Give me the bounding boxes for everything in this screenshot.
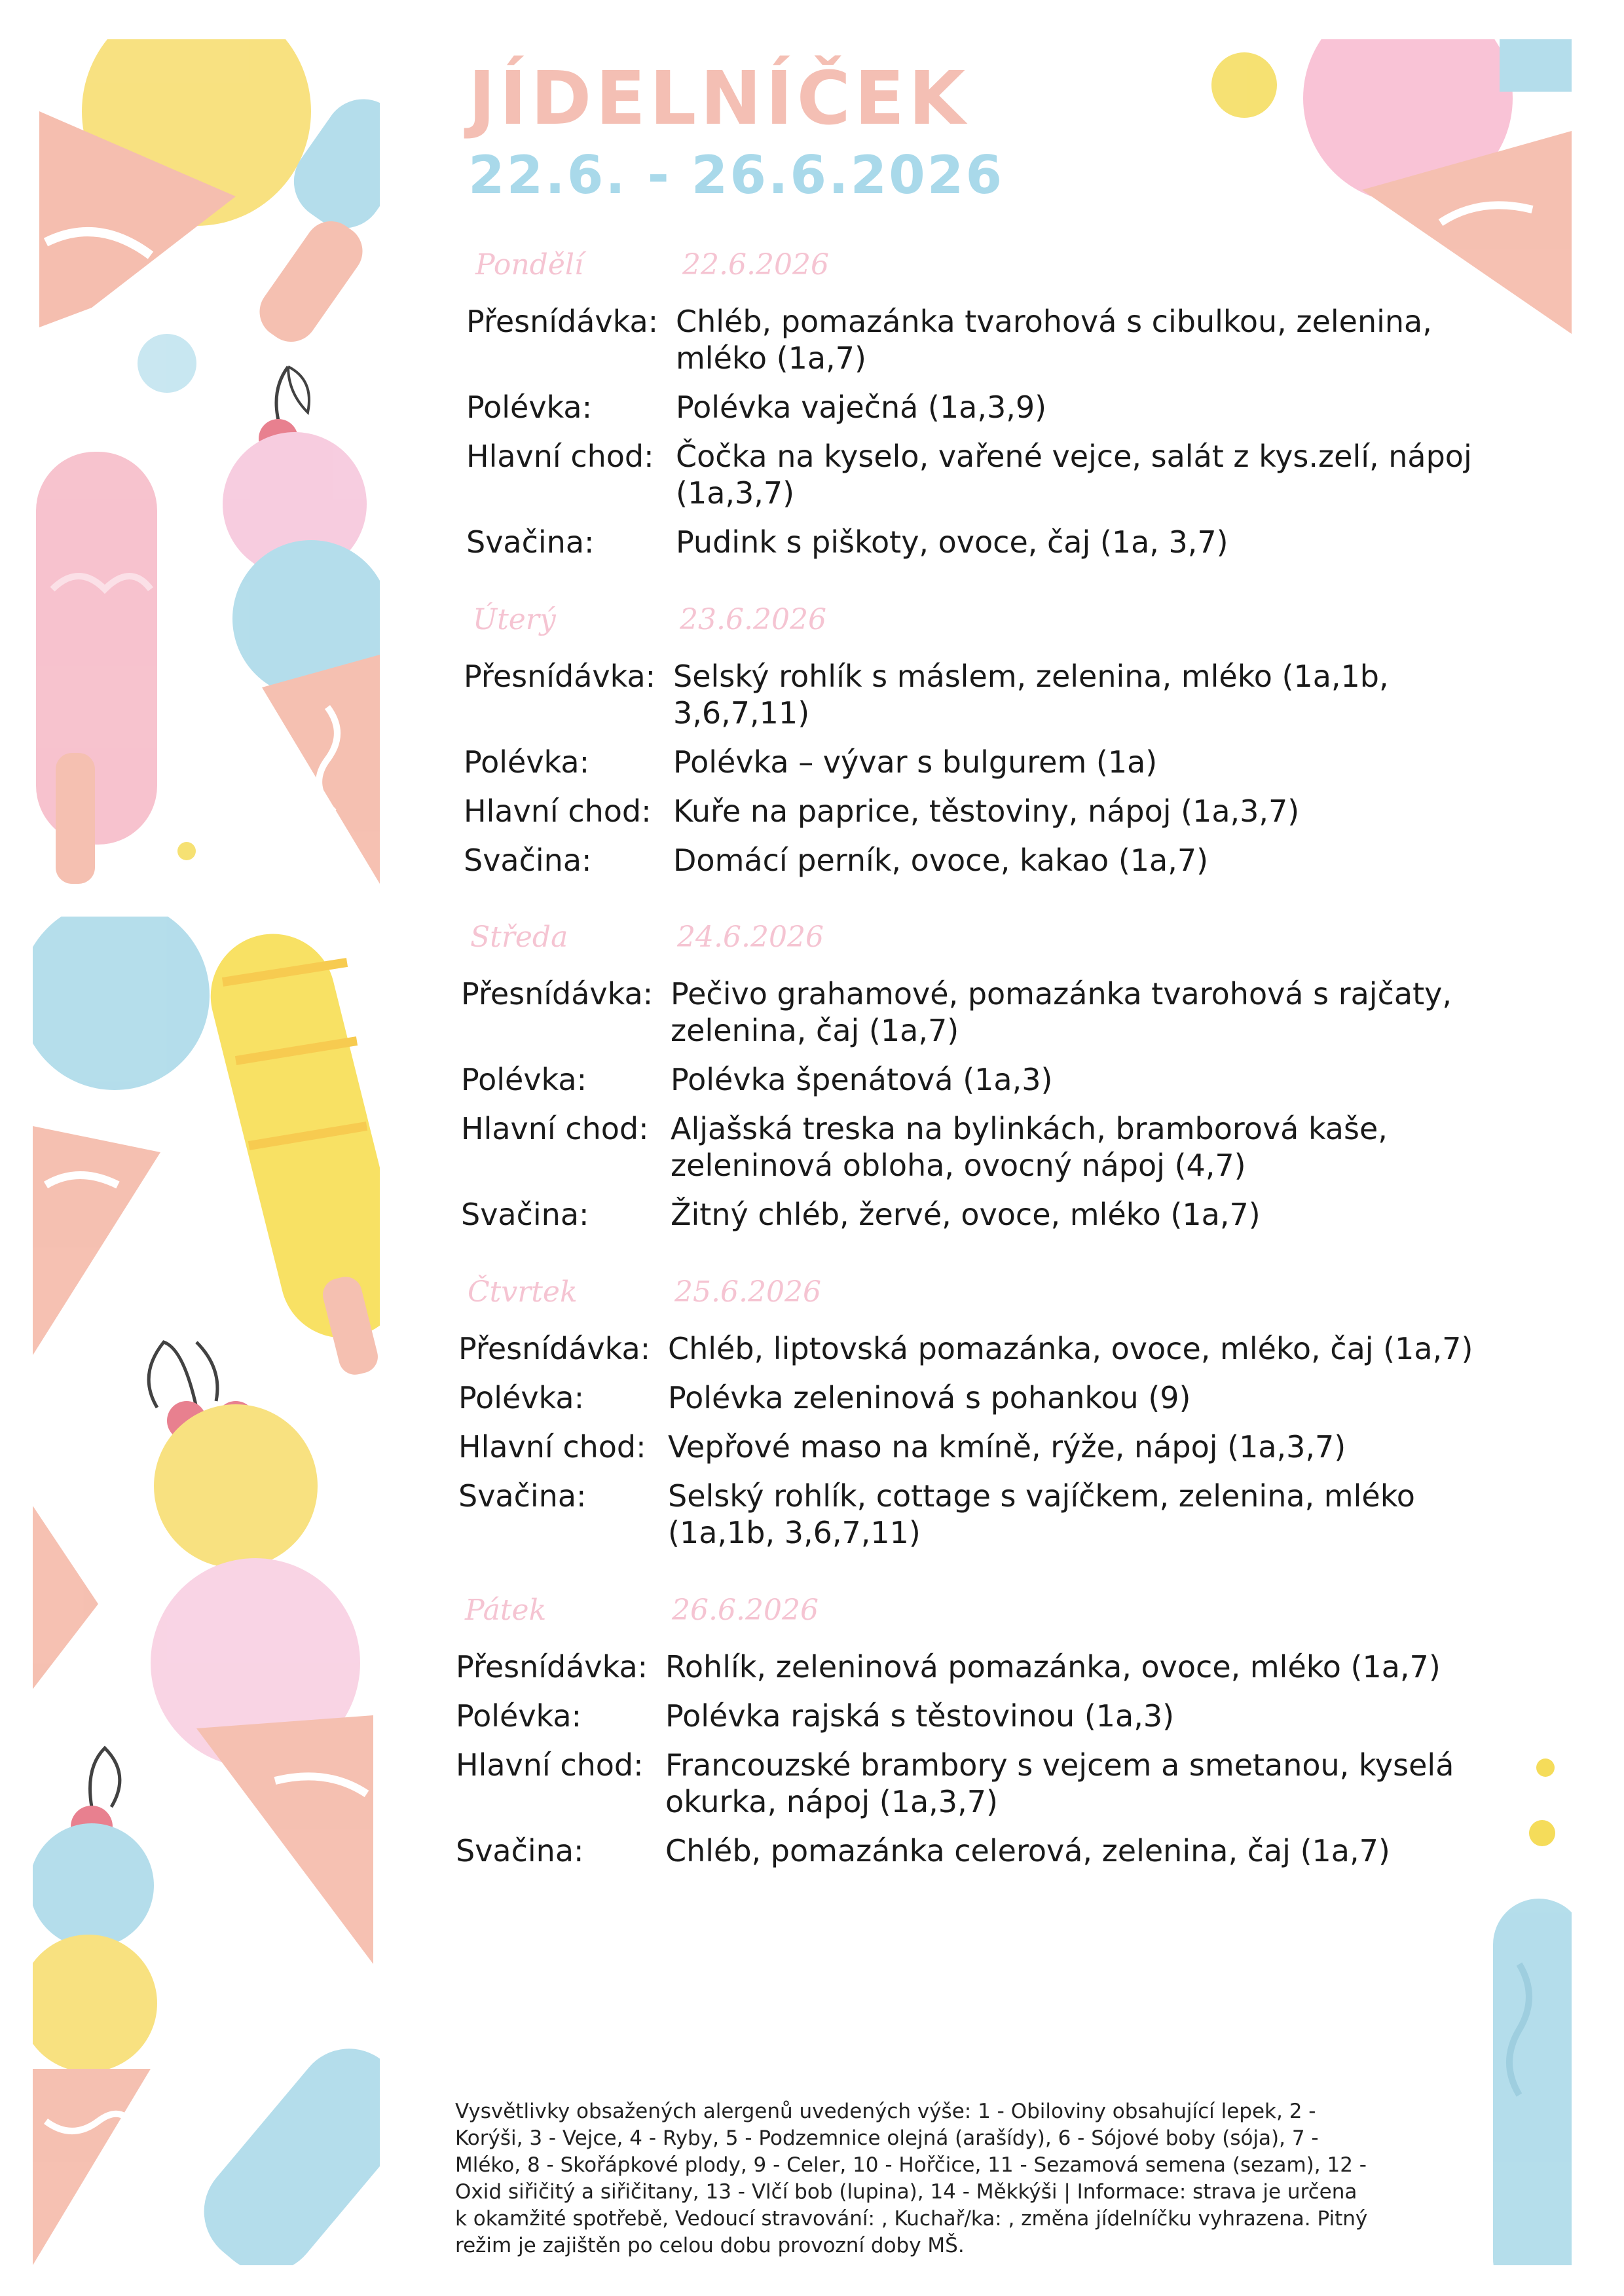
popsicle-icon [1493,1899,1585,2296]
meal-text: Aljašská treska na bylinkách, bramborová kaše, zeleninová obloha, ovocný nápoj (4,7) [671,1111,1388,1183]
meal-row [461,975,1522,1049]
meal-row [456,1832,1517,1869]
meal-label: Hlavní chod: [456,1747,644,1783]
ice-cream-cone-icon [39,0,311,327]
meal-row [464,744,1524,780]
ice-cream-cone-icon [223,432,390,884]
meal-label: Svačina: [461,1197,589,1232]
meal-row [461,1061,1522,1098]
paint-splash-icon [1536,1758,1555,1777]
ice-cream-cone-icon [20,900,210,1355]
meal-row [464,658,1524,731]
paint-splash-icon [138,334,196,393]
day-name: Pátek [465,1594,547,1627]
day-wednesday [461,920,1522,1245]
day-monday [466,248,1527,573]
meal-text: Žitný chléb, žervé, ovoce, mléko (1a,7) [671,1197,1261,1232]
meal-row [458,1379,1519,1416]
meal-label: Polévka: [456,1698,582,1734]
meal-row [456,1698,1517,1734]
meal-row [464,793,1524,829]
meal-text: Rohlík, zeleninová pomazánka, ovoce, mléko (1a,7) [665,1649,1441,1685]
meal-label: Přesnídávka: [458,1331,651,1366]
meal-label: Hlavní chod: [458,1429,646,1465]
date-range: 22.6. - 26.6.2026 [468,145,1005,206]
meal-row [466,389,1527,426]
paint-splash-icon [177,842,196,860]
paint-splash-icon [33,1506,98,1689]
meal-label: Přesnídávka: [464,659,656,694]
day-name: Pondělí [475,248,583,282]
meal-text: Selský rohlík, cottage s vajíčkem, zelenina, mléko (1a,1b, 3,6,7,11) [668,1478,1415,1550]
day-date: 26.6.2026 [672,1594,819,1627]
meal-label: Hlavní chod: [464,793,652,829]
day-thursday [458,1275,1519,1563]
day-name: Čtvrtek [468,1275,578,1309]
day-date: 25.6.2026 [674,1275,821,1309]
popsicle-icon [183,2028,433,2294]
meal-row [464,842,1524,879]
ice-cream-cone-icon [20,1823,157,2265]
meal-text: Polévka – vývar s bulgurem (1a) [673,744,1158,780]
day-date: 24.6.2026 [677,920,824,954]
meal-text: Pudink s piškoty, ovoce, čaj (1a, 3,7) [676,524,1228,560]
allergen-legend: Vysvětlivky obsažených alergenů uvedených výše: 1 - Obiloviny obsahující lepek, 2 - Korýši, 3 - Vejce, 4 - Ryby, 5 - Podzemnice olejná (arašídy), 6 - Sójové boby (sója), 7 - Mléko, 8 - Skořápkové plody, 9 - Celer, 10 - Hořčice, 11 - Sezamová semena (sezam), 12 - Oxid siřičitý a siřičitany, 13 - Vlčí bob (lupina), 14 - Měkkýši | Informace: strava je určena k okamžité spotřebě, Vedoucí stravování: , Kuchař/ka: , změna jídelníčku vyhrazena. Pitný režim je zajištěn po celou dobu provozní doby MŠ. [455,2100,1368,2257]
meal-row [458,1330,1519,1367]
day-name: Úterý [473,603,556,636]
meal-row [456,1649,1517,1685]
meal-label: Polévka: [461,1062,587,1097]
meal-label: Přesnídávka: [461,976,654,1011]
meal-text: Vepřové maso na kmíně, rýže, nápoj (1a,3,7) [668,1429,1346,1465]
meal-text: Francouzské brambory s vejcem a smetanou, kyselá okurka, nápoj (1a,3,7) [665,1747,1454,1819]
meal-label: Hlavní chod: [461,1111,649,1146]
meal-text: Polévka zeleninová s pohankou (9) [668,1380,1191,1415]
day-date: 22.6.2026 [682,248,829,282]
meal-label: Polévka: [466,390,593,425]
meal-text: Chléb, pomazánka tvarohová s cibulkou, zelenina, mléko (1a,7) [676,304,1432,376]
day-date: 23.6.2026 [680,603,826,636]
day-tuesday [464,603,1524,891]
popsicle-icon [198,920,418,1378]
ice-cream-cone-icon [151,1404,373,1964]
meal-row [456,1747,1517,1820]
meal-label: Polévka: [464,744,590,780]
meal-row [466,303,1527,376]
meal-row [466,438,1527,511]
meal-text: Domácí perník, ovoce, kakao (1a,7) [673,843,1209,878]
meal-text: Polévka špenátová (1a,3) [671,1062,1053,1097]
meal-label: Polévka: [458,1380,585,1415]
day-friday [456,1596,1517,1882]
meal-label: Svačina: [458,1478,587,1514]
meal-text: Chléb, pomazánka celerová, zelenina, čaj (1a,7) [665,1833,1390,1868]
meal-row [466,524,1527,560]
meal-text: Pečivo grahamové, pomazánka tvarohová s rajčaty, zelenina, čaj (1a,7) [671,976,1452,1048]
paint-splash-icon [1529,1820,1555,1846]
day-name: Středa [470,920,568,954]
meal-row [461,1110,1522,1184]
meal-label: Svačina: [466,524,595,560]
meal-label: Hlavní chod: [466,439,654,474]
meal-text: Čočka na kyselo, vařené vejce, salát z kys.zelí, nápoj (1a,3,7) [676,439,1472,511]
meal-text: Kuře na paprice, těstoviny, nápoj (1a,3,7) [673,793,1300,829]
meal-label: Přesnídávka: [456,1649,648,1685]
page-title: JÍDELNÍČEK [468,56,970,141]
meal-label: Svačina: [464,843,592,878]
meal-text: Polévka rajská s těstovinou (1a,3) [665,1698,1175,1734]
paint-splash-icon [1211,52,1277,118]
meal-text: Chléb, liptovská pomazánka, ovoce, mléko, čaj (1a,7) [668,1331,1473,1366]
meal-row [461,1196,1522,1233]
popsicle-icon [36,452,157,884]
meal-text: Polévka vaječná (1a,3,9) [676,390,1047,425]
meal-label: Přesnídávka: [466,304,659,339]
meal-row [458,1478,1519,1551]
meal-row [458,1429,1519,1465]
meal-label: Svačina: [456,1833,584,1868]
meal-text: Selský rohlík s máslem, zelenina, mléko (1a,1b, 3,6,7,11) [673,659,1389,731]
